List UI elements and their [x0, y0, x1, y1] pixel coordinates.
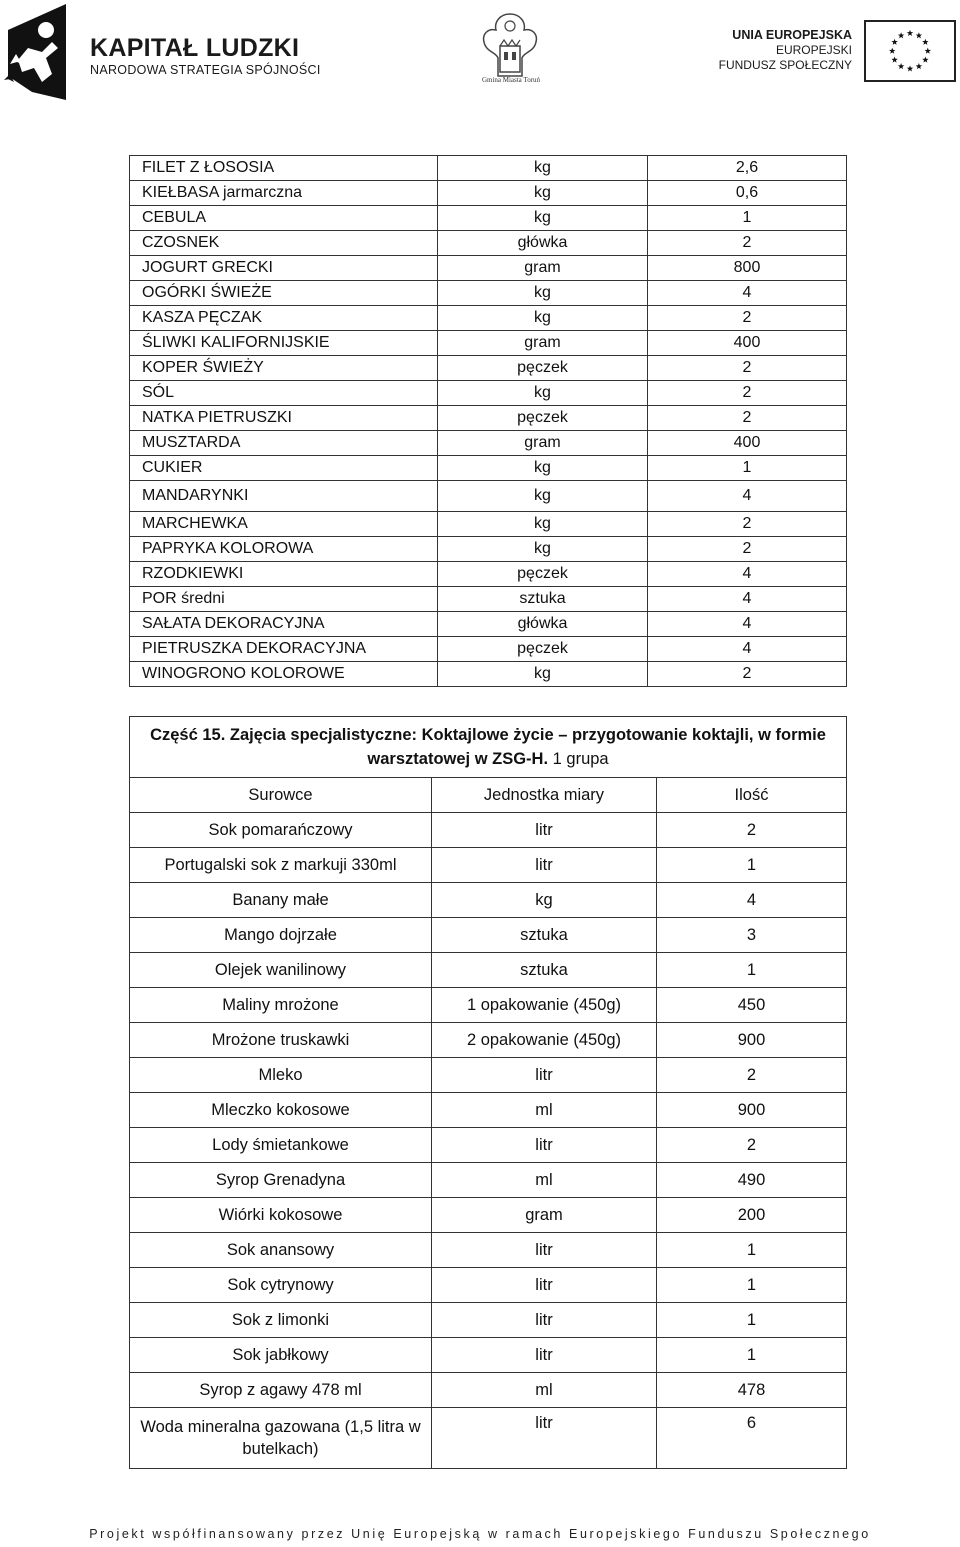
eu-title: UNIA EUROPEJSKA — [732, 28, 852, 42]
cell-unit: kg — [438, 181, 648, 206]
page-header — [0, 0, 960, 105]
cell-name: SÓL — [130, 381, 438, 406]
cell-name: Wiórki kokosowe — [130, 1198, 432, 1233]
cell-name: Mleczko kokosowe — [130, 1093, 432, 1128]
cell-name: CZOSNEK — [130, 231, 438, 256]
cell-unit: sztuka — [432, 918, 657, 953]
table-row — [130, 587, 847, 612]
cell-qty: 2 — [648, 381, 847, 406]
cell-qty: 2 — [657, 813, 847, 848]
cell-qty: 4 — [648, 587, 847, 612]
kapital-ludzki-subtitle: NARODOWA STRATEGIA SPÓJNOŚCI — [90, 63, 321, 77]
cell-name: Syrop Grenadyna — [130, 1163, 432, 1198]
cell-unit: gram — [438, 256, 648, 281]
table-row — [130, 662, 847, 687]
cell-unit: litr — [432, 1058, 657, 1093]
table-row — [130, 1408, 847, 1469]
cell-name: JOGURT GRECKI — [130, 256, 438, 281]
part-title — [130, 717, 847, 778]
cell-qty: 1 — [657, 1338, 847, 1373]
cell-qty: 490 — [657, 1163, 847, 1198]
eu-line3: FUNDUSZ SPOŁECZNY — [718, 58, 852, 72]
table-row — [130, 1303, 847, 1338]
ingredients-table-2 — [129, 716, 847, 1469]
cell-unit: gram — [438, 431, 648, 456]
cell-name: ŚLIWKI KALIFORNIJSKIE — [130, 331, 438, 356]
cell-qty: 1 — [657, 848, 847, 883]
cell-name: Lody śmietankowe — [130, 1128, 432, 1163]
cell-qty: 1 — [648, 206, 847, 231]
part-title-prefix: Część 15. — [150, 726, 230, 744]
cell-qty: 2 — [648, 662, 847, 687]
cell-unit: litr — [432, 813, 657, 848]
part-title-main: Zajęcia specjalistyczne: Koktajlowe życie – przygotowanie koktajli, w formie warsztatowej w ZSG-H. — [229, 726, 826, 768]
cell-name: POR średni — [130, 587, 438, 612]
table-row — [130, 953, 847, 988]
kapital-ludzki-text — [90, 34, 321, 78]
cell-unit: kg — [438, 206, 648, 231]
cell-unit: litr — [432, 1303, 657, 1338]
cell-unit: litr — [432, 1128, 657, 1163]
cell-qty: 2,6 — [648, 156, 847, 181]
cell-qty: 1 — [657, 953, 847, 988]
cell-qty: 400 — [648, 431, 847, 456]
cell-qty: 200 — [657, 1198, 847, 1233]
cell-qty: 6 — [657, 1408, 847, 1469]
eu-star-icon — [898, 63, 904, 69]
cell-name: Mango dojrzałe — [130, 918, 432, 953]
cell-qty: 1 — [657, 1268, 847, 1303]
cell-qty: 450 — [657, 988, 847, 1023]
cell-unit: pęczek — [438, 562, 648, 587]
cell-name: Olejek wanilinowy — [130, 953, 432, 988]
cell-unit: litr — [432, 1338, 657, 1373]
table-row — [130, 231, 847, 256]
cell-name: Syrop z agawy 478 ml — [130, 1373, 432, 1408]
cell-unit: kg — [438, 456, 648, 481]
cell-unit: litr — [432, 1408, 657, 1469]
table-row — [130, 512, 847, 537]
header-jednostka: Jednostka miary — [432, 778, 657, 813]
cell-qty: 2 — [648, 356, 847, 381]
cell-name: WINOGRONO KOLOROWE — [130, 662, 438, 687]
cell-unit: ml — [432, 1093, 657, 1128]
cell-unit: gram — [438, 331, 648, 356]
eu-star-icon — [891, 57, 897, 63]
cell-qty: 2 — [648, 406, 847, 431]
table-row — [130, 256, 847, 281]
cell-name: MARCHEWKA — [130, 512, 438, 537]
table-row — [130, 918, 847, 953]
cell-unit: litr — [432, 848, 657, 883]
cell-qty: 800 — [648, 256, 847, 281]
header-ilosc: Ilość — [657, 778, 847, 813]
cell-name: PIETRUSZKA DEKORACYJNA — [130, 637, 438, 662]
table-row — [130, 206, 847, 231]
table-row — [130, 612, 847, 637]
part-title-suffix: 1 grupa — [548, 750, 609, 768]
cell-qty: 2 — [648, 306, 847, 331]
table-row — [130, 1128, 847, 1163]
table-row — [130, 988, 847, 1023]
cell-name: OGÓRKI ŚWIEŻE — [130, 281, 438, 306]
cell-unit: główka — [438, 612, 648, 637]
cell-unit: 1 opakowanie (450g) — [432, 988, 657, 1023]
cell-qty: 2 — [648, 512, 847, 537]
cell-name: FILET Z ŁOSOSIA — [130, 156, 438, 181]
eu-star-icon — [916, 63, 922, 69]
table-row — [130, 406, 847, 431]
eu-logo-text — [700, 28, 852, 73]
cell-qty: 1 — [657, 1233, 847, 1268]
table-row — [130, 1058, 847, 1093]
page-footer: Projekt współfinansowany przez Unię Europejską w ramach Europejskiego Funduszu Społecznego — [89, 1527, 871, 1541]
cell-qty: 478 — [657, 1373, 847, 1408]
table-row — [130, 1233, 847, 1268]
cell-qty: 3 — [657, 918, 847, 953]
cell-name: RZODKIEWKI — [130, 562, 438, 587]
table-row — [130, 431, 847, 456]
table-row — [130, 1338, 847, 1373]
header-surowce: Surowce — [130, 778, 432, 813]
cell-name: NATKA PIETRUSZKI — [130, 406, 438, 431]
table-row — [130, 356, 847, 381]
cell-unit: kg — [438, 306, 648, 331]
cell-qty: 4 — [648, 562, 847, 587]
cell-name: MANDARYNKI — [130, 481, 438, 512]
cell-qty: 2 — [657, 1058, 847, 1093]
cell-name: Woda mineralna gazowana (1,5 litra w butelkach) — [130, 1408, 432, 1469]
table-row — [130, 1373, 847, 1408]
cell-qty: 2 — [648, 231, 847, 256]
table-row — [130, 883, 847, 918]
cell-unit: kg — [438, 156, 648, 181]
cell-qty: 1 — [657, 1303, 847, 1338]
cell-qty: 4 — [657, 883, 847, 918]
cell-unit: główka — [438, 231, 648, 256]
cell-unit: sztuka — [432, 953, 657, 988]
table-row — [130, 331, 847, 356]
cell-name: Sok pomarańczowy — [130, 813, 432, 848]
cell-name: MUSZTARDA — [130, 431, 438, 456]
table-row — [130, 281, 847, 306]
cell-unit: ml — [432, 1163, 657, 1198]
table-row — [130, 1163, 847, 1198]
cell-qty: 2 — [657, 1128, 847, 1163]
eu-star-icon — [922, 39, 928, 45]
eu-star-icon — [907, 30, 913, 36]
cell-unit: kg — [438, 281, 648, 306]
cell-name: SAŁATA DEKORACYJNA — [130, 612, 438, 637]
cell-qty: 4 — [648, 637, 847, 662]
eu-star-icon — [916, 32, 922, 38]
cell-name: KIEŁBASA jarmarczna — [130, 181, 438, 206]
eu-star-icon — [889, 48, 895, 54]
cell-name: KOPER ŚWIEŻY — [130, 356, 438, 381]
ingredients-table-1 — [129, 155, 847, 687]
table-row — [130, 537, 847, 562]
eu-line2: EUROPEJSKI — [775, 43, 852, 57]
eu-star-icon — [922, 57, 928, 63]
table-row — [130, 181, 847, 206]
cell-unit: kg — [438, 481, 648, 512]
cell-name: Portugalski sok z markuji 330ml — [130, 848, 432, 883]
table-row — [130, 637, 847, 662]
cell-unit: ml — [432, 1373, 657, 1408]
table-row — [130, 456, 847, 481]
cell-name: Maliny mrożone — [130, 988, 432, 1023]
crest-caption: Gmina Miasta Toruń — [481, 76, 541, 84]
cell-qty: 4 — [648, 281, 847, 306]
cell-unit: kg — [438, 381, 648, 406]
table-row — [130, 306, 847, 331]
cell-name: Mrożone truskawki — [130, 1023, 432, 1058]
table-header-row — [130, 778, 847, 813]
table-row — [130, 481, 847, 512]
eu-star-icon — [898, 32, 904, 38]
cell-name: Mleko — [130, 1058, 432, 1093]
cell-qty: 1 — [648, 456, 847, 481]
cell-qty: 400 — [648, 331, 847, 356]
table-row — [130, 1023, 847, 1058]
kapital-ludzki-logo-icon — [2, 2, 72, 100]
cell-qty: 4 — [648, 612, 847, 637]
cell-unit: pęczek — [438, 406, 648, 431]
cell-qty: 900 — [657, 1093, 847, 1128]
cell-name: CEBULA — [130, 206, 438, 231]
table-row — [130, 848, 847, 883]
cell-unit: litr — [432, 1233, 657, 1268]
cell-unit: kg — [438, 537, 648, 562]
cell-name: Banany małe — [130, 883, 432, 918]
torun-crest-icon — [478, 12, 542, 84]
cell-name: CUKIER — [130, 456, 438, 481]
table-row — [130, 813, 847, 848]
eu-star-icon — [891, 39, 897, 45]
cell-name: Sok jabłkowy — [130, 1338, 432, 1373]
table-row — [130, 1268, 847, 1303]
cell-qty: 900 — [657, 1023, 847, 1058]
table-row — [130, 562, 847, 587]
cell-unit: sztuka — [438, 587, 648, 612]
cell-unit: 2 opakowanie (450g) — [432, 1023, 657, 1058]
cell-unit: kg — [438, 512, 648, 537]
cell-name: Sok anansowy — [130, 1233, 432, 1268]
table-row — [130, 381, 847, 406]
cell-unit: litr — [432, 1268, 657, 1303]
eu-flag-icon — [864, 20, 956, 82]
table-row — [130, 156, 847, 181]
table-row — [130, 1198, 847, 1233]
kapital-ludzki-title: KAPITAŁ LUDZKI — [90, 34, 300, 62]
cell-name: Sok cytrynowy — [130, 1268, 432, 1303]
cell-unit: pęczek — [438, 356, 648, 381]
cell-unit: kg — [438, 662, 648, 687]
eu-star-icon — [907, 65, 913, 71]
table-row — [130, 1093, 847, 1128]
cell-qty: 0,6 — [648, 181, 847, 206]
cell-name: Sok z limonki — [130, 1303, 432, 1338]
cell-name: PAPRYKA KOLOROWA — [130, 537, 438, 562]
cell-name: KASZA PĘCZAK — [130, 306, 438, 331]
cell-unit: gram — [432, 1198, 657, 1233]
eu-star-icon — [925, 48, 931, 54]
cell-qty: 4 — [648, 481, 847, 512]
cell-qty: 2 — [648, 537, 847, 562]
cell-unit: pęczek — [438, 637, 648, 662]
cell-unit: kg — [432, 883, 657, 918]
